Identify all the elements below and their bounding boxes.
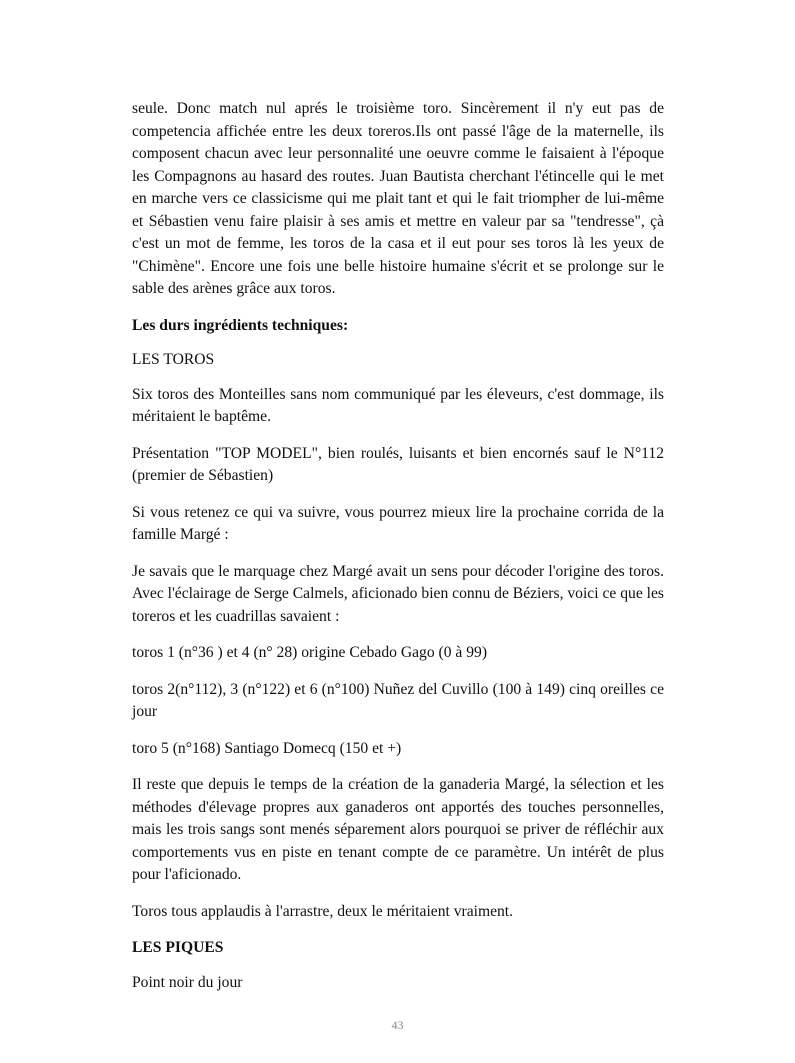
paragraph-ganaderia: Il reste que depuis le temps de la création de la ganaderia Margé, la sélection et les méthodes d'élevage propres aux ganaderos ont apportés des touches personnelles, mais les trois sangs sont menés séparement alors pourquoi se priver de réfléchir aux comportements vus en piste en tenant compte de ce paramètre. Un intérêt de plus pour l'aficionado.	[132, 776, 664, 883]
page-body	[132, 98, 664, 1008]
paragraph-famille-marge: Si vous retenez ce qui va suivre, vous pourrez mieux lire la prochaine corrida de la famille Margé :	[132, 503, 664, 543]
heading-les-piques: LES PIQUES	[132, 939, 224, 956]
paragraph-marquage: Je savais que le marquage chez Margé avait un sens pour décoder l'origine des toros. Avec l'éclairage de Serge Calmels, aficionado bien connu de Béziers, voici ce que les toreros et les cuadrillas savaient :	[132, 562, 664, 625]
paragraph-arrastre: Toros tous applaudis à l'arrastre, deux le méritaient vraiment.	[132, 902, 514, 920]
paragraph-toro-5: toro 5 (n°168) Santiago Domecq (150 et +)	[132, 739, 402, 757]
paragraph-six-toros: Six toros des Monteilles sans nom communiqué par les éleveurs, c'est dommage, ils méritaient le baptême.	[132, 385, 664, 425]
paragraph-toros-2-3-6: toros 2(n°112), 3 (n°122) et 6 (n°100) Nuñez del Cuvillo (100 à 149) cinq oreilles ce jour	[132, 680, 664, 720]
page-number: 43	[391, 1018, 404, 1032]
paragraph-point-noir: Point noir du jour	[132, 973, 243, 991]
paragraph-toros-1-4: toros 1 (n°36 ) et 4 (n° 28) origine Cebado Gago (0 à 99)	[132, 644, 488, 661]
heading-technical-ingredients: Les durs ingrédients techniques:	[132, 316, 349, 334]
paragraph-presentation: Présentation "TOP MODEL", bien roulés, luisants et bien encornés sauf le N°112 (premier de Sébastien)	[132, 444, 664, 484]
section-title-toros: LES TOROS	[132, 351, 215, 368]
paragraph-corrida-summary: seule. Donc match nul aprés le troisième toro. Sincèrement il n'y eut pas de competencia affichée entre les deux toreros.Ils ont passé l'âge de la maternelle, ils composent chacun avec leur personnalité une oeuvre comme le faisaient à l'époque les Compagnons au hasard des routes. Juan Bautista cherchant l'étincelle qui le met en marche vers ce classicisme qui me plait tant et qui le fait triompher de lui-même et Sébastien venu faire plaisir à ses amis et mettre en valeur par sa "tendresse", çà c'est un mot de femme, les toros de la casa et il eut pour ses toros là les yeux de "Chimène". Encore une fois une belle histoire humaine s'écrit et se prolonge sur le sable des arènes grâce aux toros.	[132, 100, 664, 297]
